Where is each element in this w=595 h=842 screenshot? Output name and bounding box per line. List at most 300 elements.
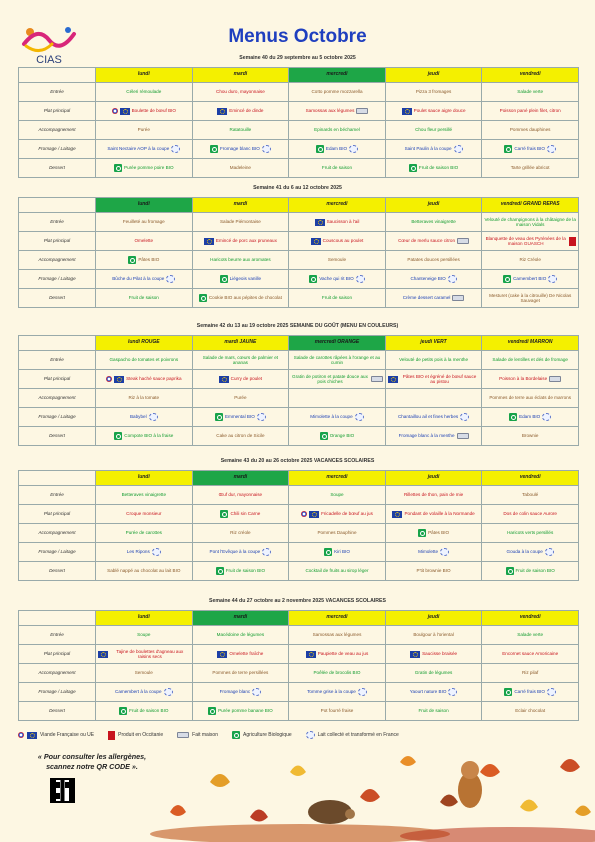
dish-name: Fruit de saison [418,708,449,714]
menu-row [19,289,579,308]
menu-cell-content [195,251,287,269]
menu-cell [482,159,579,178]
menu-cell-content [98,251,190,269]
menu-row [19,645,579,664]
menu-cell [96,251,193,270]
menu-cell-content [98,270,190,288]
dish-name: Samossas aux légumes [312,632,362,638]
menu-cell-content [291,626,383,644]
dish-name: Fromage blanc à la menthe [398,433,455,439]
day-header: jeudi [385,68,482,83]
menu-cell-content [291,232,383,250]
menu-cell [482,626,579,645]
dish-name: Salade de carottes râpées à l'orange et au cumin [293,354,381,365]
allergen-line-1: « Pour consulter les allergènes, [37,752,147,761]
menu-cell-content [98,486,190,504]
menu-cell [96,213,193,232]
dish-name: Chanteneige BIO [410,276,446,282]
menu-cell [289,427,386,446]
header-corner [19,471,96,486]
menu-cell-content [388,408,480,426]
menu-cell [482,683,579,702]
day-header-row [19,336,579,351]
menu-cell-content [98,664,190,682]
menu-cell [385,626,482,645]
menu-cell [192,408,289,427]
menu-cell [385,121,482,140]
row-label: Plat principal [19,102,96,121]
french-milk-icon [547,688,556,696]
french-milk-icon [545,548,554,556]
menu-cell-content [388,140,480,158]
menu-cell-content [291,270,383,288]
menu-cell [289,389,386,408]
day-header-row [19,611,579,626]
menu-cell-content [388,505,480,523]
menu-cell [289,121,386,140]
menu-cell-content [98,232,190,250]
menu-cell [192,370,289,389]
dish-name: Emincé de porc aux pruneaux [215,238,277,244]
dish-name: Mesturet (cake à la citrouille) De Nicolas Sauvaget [489,292,572,303]
french-milk-icon [460,413,469,421]
menu-cell-content [98,543,190,561]
dish-name: Taboulé [522,492,539,498]
menu-cell [482,408,579,427]
dish-name: Carré frais BIO [514,146,545,152]
menu-row [19,370,579,389]
dish-name: Pot fourré fraise [320,708,354,714]
menu-cell [289,251,386,270]
french-milk-icon [306,731,315,739]
dish-name: Tarte grillée abricot [510,165,550,171]
day-header: jeudi VERT [385,336,482,351]
menu-cell-content [291,427,383,445]
dish-name: Purée de carottes [125,530,162,536]
dish-name: Fruit de saison BIO [418,165,459,171]
dish-name: Salade de lentilles et dés de fromage [492,357,568,363]
day-header: mercredi [289,471,386,486]
menu-cell [289,232,386,251]
menu-cell [192,289,289,308]
menu-cell-content [484,213,576,231]
menu-cell [96,232,193,251]
menu-cell [192,102,289,121]
week-title: Semaine 41 du 6 au 12 octobre 2025 [253,185,342,191]
day-header: vendredi [482,68,579,83]
menu-row [19,351,579,370]
row-label: Accompagnement [19,251,96,270]
french-milk-icon [257,413,266,421]
dish-name: Couscous au poulet [322,238,364,244]
menu-cell-content [195,351,287,369]
homemade-icon [457,238,469,244]
dish-name: Pont l'Evêque à la coupe [209,549,261,555]
dish-name: Yaourt nature BIO [409,689,447,695]
menu-cell-content [388,664,480,682]
legend [18,729,578,741]
menu-cell [482,289,579,308]
french-milk-icon [262,548,271,556]
menu-cell [385,702,482,721]
dish-name: P'tit brownie BIO [416,568,451,574]
menu-cell [192,683,289,702]
menu-cell [289,408,386,427]
menu-cell-content [98,83,190,101]
menu-cell-content [291,140,383,158]
header-corner [19,198,96,213]
menu-row [19,102,579,121]
menu-cell [96,664,193,683]
dish-name: Epinards en béchamel [314,127,360,133]
day-header: lundi [96,68,193,83]
menu-cell [482,645,579,664]
menu-cell-content [195,140,287,158]
menu-cell-content [195,270,287,288]
menu-cell [96,408,193,427]
menu-cell-content [388,486,480,504]
organic-icon [316,145,324,153]
menu-cell-content [195,702,287,720]
dish-name: Paupiette de veau au jus [317,651,369,657]
qr-code[interactable] [50,778,75,803]
legend-label: Agriculture Biologique [242,732,292,738]
organic-icon [509,413,517,421]
menu-cell [482,427,579,446]
menu-cell [289,645,386,664]
menu-cell [96,702,193,721]
menu-cell [192,270,289,289]
organic-icon [210,145,218,153]
menu-cell-content [388,645,480,663]
eu-flag-icon [402,108,412,115]
menu-cell [482,251,579,270]
dish-name: Velouté de champignons à la châtaigne de la maison Vidals [484,216,576,227]
menu-cell-content [98,505,190,523]
menu-cell [289,370,386,389]
menu-cell-content [388,683,480,701]
row-label: Plat principal [19,370,96,389]
day-header: vendredi MARRON [482,336,579,351]
dish-name: Mimolette [418,549,439,555]
organic-icon [506,567,514,575]
day-header: lundi [96,471,193,486]
dish-name: Coïto pomme mozzarella [311,89,363,95]
menu-cell-content [195,232,287,250]
menu-cell [289,626,386,645]
dish-name: Cœur de merlu sauce citron [398,238,456,244]
menu-cell [192,562,289,581]
dish-name: Céleri rémoulade [126,89,162,95]
french-milk-icon [542,413,551,421]
dish-name: Carré frais BIO [514,689,545,695]
menu-cell [192,486,289,505]
menu-cell [482,562,579,581]
day-header: jeudi [385,471,482,486]
dish-name: Boulette de bœuf BIO [131,108,177,114]
menu-cell [289,140,386,159]
dish-name: Fruit de saison [321,165,353,171]
legend-label: Lait collecté et transformé en France [317,732,399,738]
menu-cell-content [388,159,480,177]
eu-flag-icon [98,651,108,658]
menu-cell [96,121,193,140]
eu-flag-icon [315,219,325,226]
menu-cell [192,664,289,683]
menu-cell-content [98,562,190,580]
menu-cell [192,626,289,645]
eu-flag-icon [309,511,319,518]
menu-cell-content [195,626,287,644]
menu-cell [289,159,386,178]
menu-cell-content [291,664,383,682]
organic-icon [119,707,127,715]
organic-icon [199,294,207,302]
dish-name: Camembert BIO [513,276,547,282]
row-label: Plat principal [19,645,96,664]
dish-name: Tajine de boulettes d'agneau aux raisins secs [116,648,184,659]
dish-name: Chou fleur persillé [415,127,453,133]
dish-name: Pommes Dauphine [317,530,357,536]
dish-name: Haricots verts persillés [507,530,554,536]
menu-cell-content [195,664,287,682]
menu-cell [96,289,193,308]
menu-cell-content [291,408,383,426]
menu-cell-content [388,270,480,288]
legend-label: Viande Française ou UE [40,732,95,738]
dish-name: Edam BIO [519,414,541,420]
dish-name: Purée pomme poire BIO [124,165,174,171]
dish-name: Cocktail de fruits au sirop léger [305,568,369,574]
menu-cell [482,524,579,543]
menu-cell-content [98,524,190,542]
menu-cell [289,702,386,721]
menu-cell-content [98,213,190,231]
menu-cell-content [98,702,190,720]
menu-cell [96,270,193,289]
menu-cell-content [291,159,383,177]
dish-name: Omelette fraîche [229,651,264,657]
menu-cell [289,486,386,505]
dish-name: Œuf dur, mayonnaise [218,492,263,498]
dish-name: Pommes de terre aux éclats de marrons [489,395,572,401]
menu-cell [192,140,289,159]
french-milk-icon [448,275,457,283]
menu-cell-content [98,370,190,388]
dish-name: Compote BIO à la fraise [124,433,174,439]
dish-name: Semoule [134,670,153,676]
dish-name: Fruit de saison BIO [225,568,266,574]
dish-name: Encornet sauce Amoricaine [502,651,559,657]
menu-cell [385,562,482,581]
row-label: Fromage / Laitage [19,543,96,562]
day-header-row [19,198,579,213]
menu-cell-content [484,159,576,177]
dish-name: Pâtes BIO [138,257,160,263]
menu-cell [385,159,482,178]
day-header: mardi [192,198,289,213]
dish-name: Fruit de saison BIO [515,568,555,574]
menu-cell [289,289,386,308]
french-milk-icon [454,145,463,153]
organic-icon [503,275,511,283]
dish-name: Saint Paulin à la coupe [404,146,452,152]
dish-name: Curry de poulet [230,376,263,382]
dish-name: Salade verte [517,89,544,95]
menu-cell-content [195,683,287,701]
menu-cell-content [484,121,576,139]
menu-cell [96,683,193,702]
day-header: lundi [96,198,193,213]
day-header: mercredi [289,198,386,213]
dish-name: Kiri BIO [334,549,350,555]
menu-cell [385,543,482,562]
menu-cell [385,486,482,505]
menu-cell [289,664,386,683]
menu-cell-content [291,543,383,561]
menu-cell-content [388,83,480,101]
menu-cell-content [484,524,576,542]
menu-cell-content [388,543,480,561]
week-title: Semaine 40 du 29 septembre au 5 octobre 2025 [239,55,356,61]
menu-cell-content [291,121,383,139]
menu-cell [192,389,289,408]
dish-name: Babybel [129,414,147,420]
menu-cell [96,486,193,505]
menu-row [19,702,579,721]
row-label: Entrée [19,351,96,370]
menu-cell [385,270,482,289]
dish-name: Ratatouille [229,127,252,133]
eu-flag-icon [311,238,321,245]
menu-cell [96,140,193,159]
logo-text: CIAS [36,54,62,66]
menu-cell [289,562,386,581]
menu-cell [96,102,193,121]
dish-name: Purée pomme banane BIO [218,708,273,714]
menu-row [19,505,579,524]
menu-cell-content [291,289,383,307]
menu-cell [289,102,386,121]
dish-name: Semoule [327,257,347,263]
eu-flag-icon [204,238,214,245]
menu-cell-content [195,289,287,307]
menu-cell-content [484,702,576,720]
menu-cell [192,159,289,178]
menu-cell-content [195,370,287,388]
menu-row [19,683,579,702]
day-header-row [19,471,579,486]
dish-name: Riz créole [230,530,251,536]
allergen-line-2: scannez notre QR CODE ». [46,761,138,771]
menu-cell-content [484,251,576,269]
organic-icon [220,510,228,518]
menu-cell [289,213,386,232]
menu-cell [385,683,482,702]
menu-row [19,626,579,645]
french-milk-icon [448,688,457,696]
menu-cell-content [98,102,190,120]
menu-cell [96,626,193,645]
menu-cell-content [388,370,480,388]
menu-cell [385,389,482,408]
menu-cell-content [484,289,576,307]
legend-item-occ [108,731,163,740]
menu-cell [385,83,482,102]
menu-cell [482,505,579,524]
legend-item-bio [232,731,292,739]
menu-cell-content [291,251,383,269]
organic-icon [504,688,512,696]
menu-cell-content [484,389,576,407]
dish-name: Saint Nectaire AOP à la coupe [107,146,170,152]
row-label: Entrée [19,213,96,232]
organic-icon [208,707,216,715]
menu-cell [385,251,482,270]
menu-cell-content [195,645,287,663]
organic-icon [309,275,317,283]
menu-cell-content [195,543,287,561]
dish-name: Samossas aux légumes [305,108,355,114]
dish-name: Dos de colin sauce Aurore [503,511,557,517]
row-label: Accompagnement [19,389,96,408]
menu-cell-content [291,562,383,580]
menu-cell-content [195,213,287,231]
menu-cell [96,562,193,581]
menu-cell [192,121,289,140]
french-milk-icon [349,145,358,153]
dish-name: Cake au citron de Sicile [216,433,265,439]
dish-name: Mimolette à la coupe [310,414,353,420]
menu-cell [96,370,193,389]
dish-name: Purée [137,127,150,133]
dish-name: Boulgour à l'oriental [413,632,454,638]
french-milk-icon [252,688,261,696]
menu-row [19,251,579,270]
menu-cell [192,702,289,721]
dish-name: Macédoine de légumes [216,632,265,638]
header-corner [19,336,96,351]
menu-cell-content [98,626,190,644]
french-milk-icon [164,688,173,696]
dish-name: Poisson pané plein filet, citron [499,108,561,114]
menu-cell [385,351,482,370]
menu-cell-content [98,408,190,426]
menu-cell-content [291,702,383,720]
menu-cell [385,645,482,664]
dish-name: Sablé nappé au chocolat au lait BIO [107,568,181,574]
menu-cell-content [98,645,190,663]
dish-name: Gaspacho de tomates et poivrons [109,357,179,363]
organic-icon [216,567,224,575]
day-header-row [19,68,579,83]
day-header: mardi [192,471,289,486]
dish-name: Salade de maïs, cœurs de palmier et ananas [202,354,279,365]
menu-cell-content [388,702,480,720]
france-flag-icon [112,108,118,114]
menu-cell [482,270,579,289]
menu-cell-content [98,159,190,177]
menu-cell-content [388,626,480,644]
row-label: Dessert [19,562,96,581]
menu-row [19,427,579,446]
organic-icon [220,275,228,283]
menu-cell [96,83,193,102]
french-milk-icon [262,145,271,153]
menu-cell [482,543,579,562]
menu-cell-content [291,645,383,663]
menu-cell-content [388,251,480,269]
